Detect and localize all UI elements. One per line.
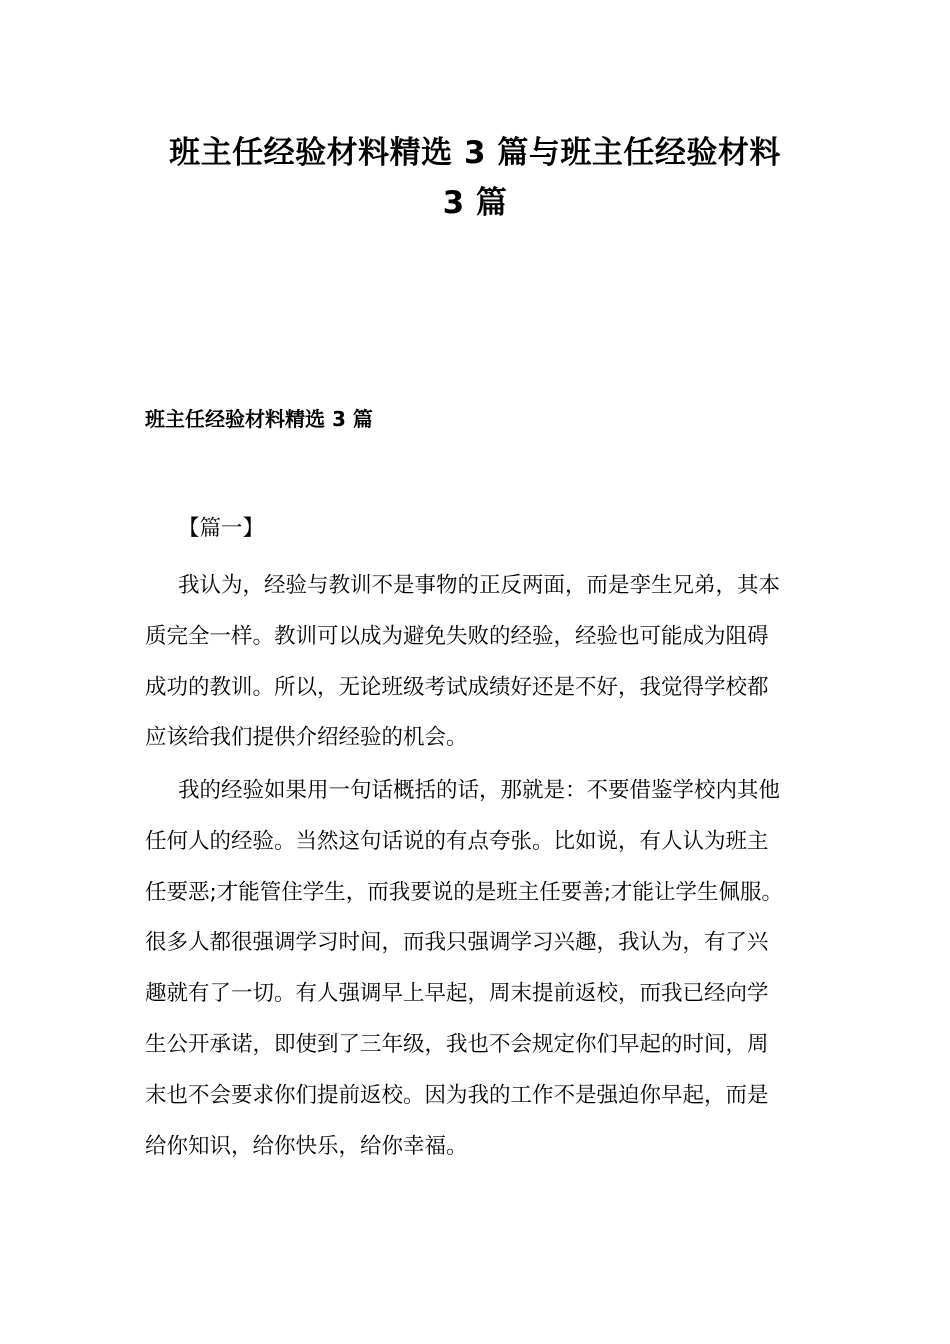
document-title — [120, 128, 830, 228]
paragraph-line: 趣就有了一切。有人强调早上早起，周末提前返校，而我已经向学 — [145, 981, 769, 1007]
paragraph-line: 质完全一样。教训可以成为避免失败的经验，经验也可能成为阻碍 — [145, 623, 769, 649]
paragraph-line: 我的经验如果用一句话概括的话，那就是：不要借鉴学校内其他 — [178, 778, 781, 803]
document-title-line: 3 篇 — [442, 185, 508, 221]
paragraph-line: 任何人的经验。当然这句话说的有点夸张。比如说，有人认为班主 — [145, 828, 769, 854]
paragraph-line: 生公开承诺，即使到了三年级，我也不会规定你们早起的时间，周 — [145, 1031, 769, 1057]
paragraph-line: 应该给我们提供介绍经验的机会。 — [145, 725, 468, 751]
paragraph-line: 我认为，经验与教训不是事物的正反两面，而是孪生兄弟，其本 — [178, 573, 781, 598]
paragraph-line: 任要恶;才能管住学生，而我要说的是班主任要善;才能让学生佩服。 — [145, 879, 783, 905]
section-title: 班主任经验材料精选 3 篇 — [145, 407, 373, 431]
paragraph — [145, 561, 815, 764]
paragraph-line: 成功的教训。所以，无论班级考试成绩好还是不好，我觉得学校都 — [145, 674, 769, 700]
part-label: 【篇一】 — [178, 516, 265, 541]
paragraph-line: 很多人都很强调学习时间，而我只强调学习兴趣，我认为，有了兴 — [145, 930, 769, 956]
paragraph-line: 末也不会要求你们提前返校。因为我的工作不是强迫你早起，而是 — [145, 1082, 769, 1108]
paragraph — [145, 766, 815, 1172]
paragraph-line: 给你知识，给你快乐，给你幸福。 — [145, 1133, 468, 1159]
document-title-line: 班主任经验材料精选 3 篇与班主任经验材料 — [169, 135, 781, 171]
